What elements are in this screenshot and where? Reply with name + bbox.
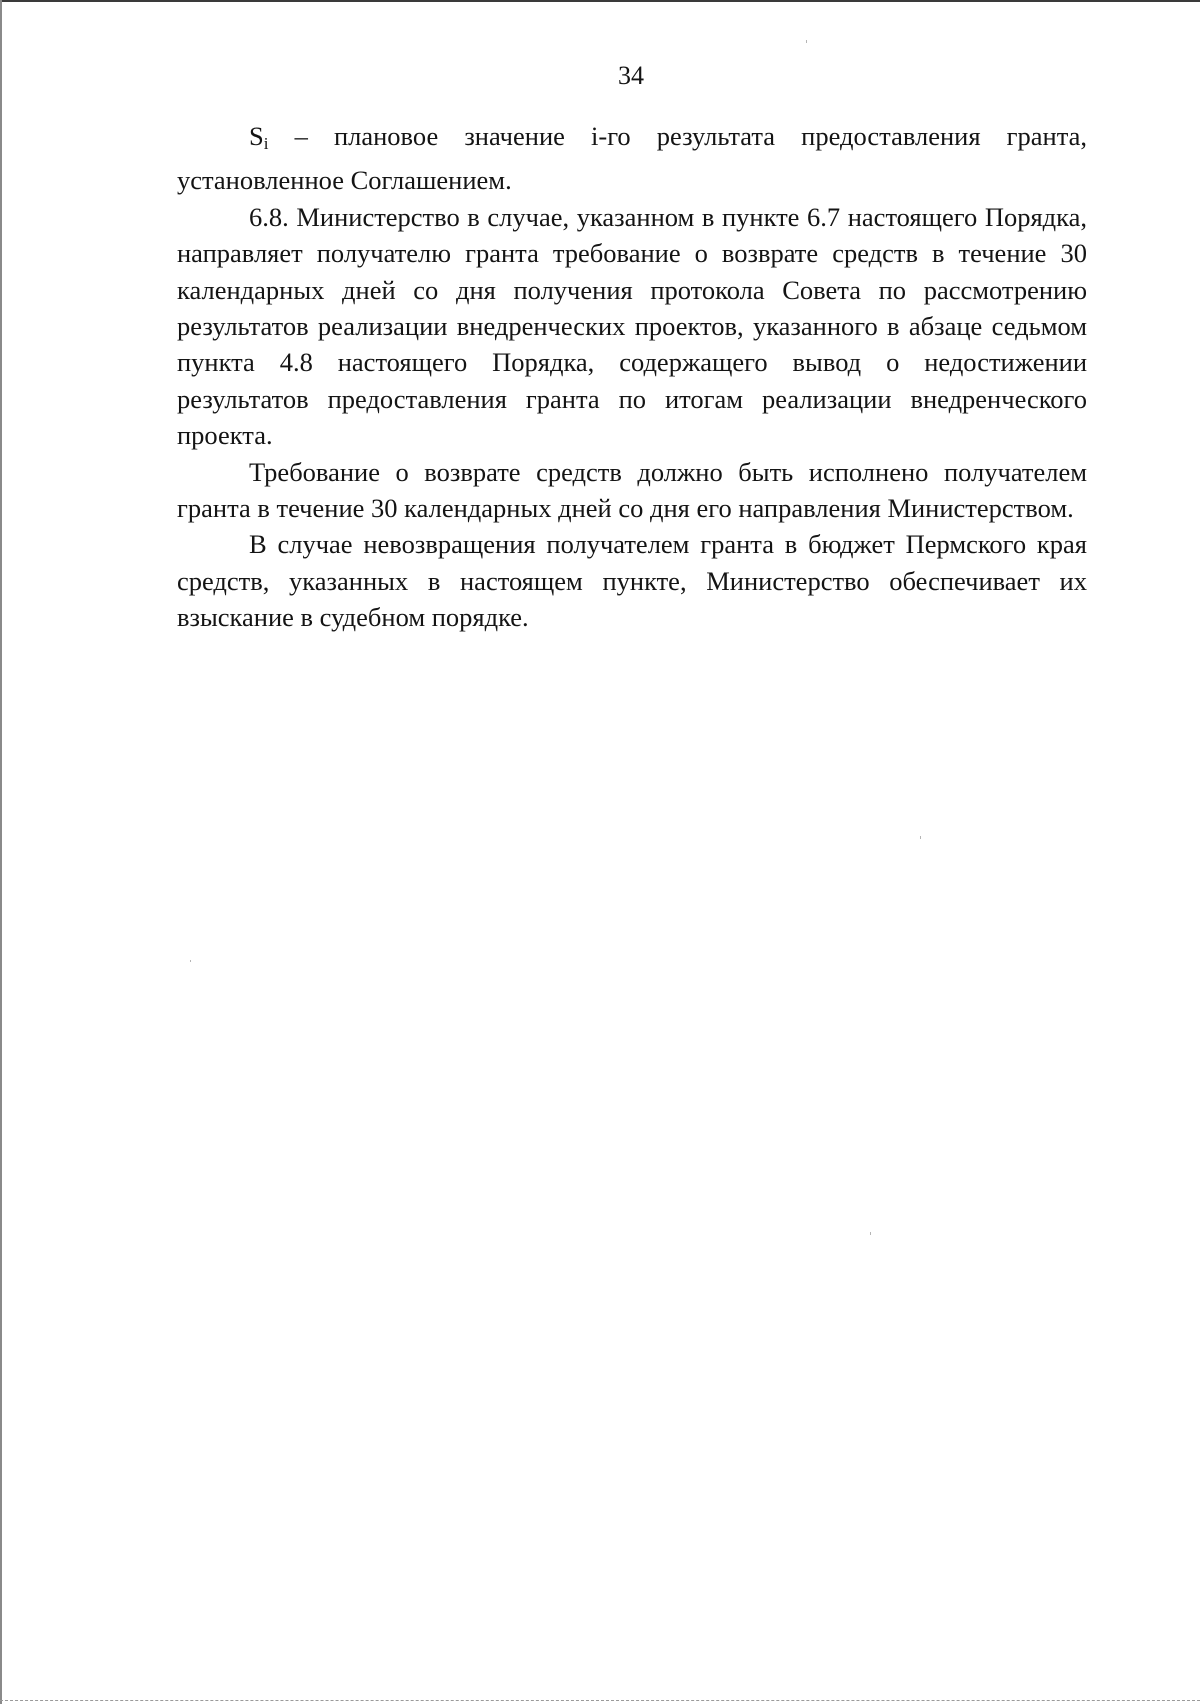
- scan-speck: [806, 40, 807, 43]
- scan-speck: [190, 960, 191, 962]
- scan-edge-left: [0, 0, 2, 1704]
- symbol-subscript: i: [263, 134, 269, 153]
- page-number: 34: [618, 61, 644, 90]
- symbol-base: S: [249, 121, 264, 151]
- paragraph-formula-definition: [177, 118, 1087, 199]
- paragraph-text: – плановое значение i-го результата предоставления гранта, установленное Соглашением.: [177, 121, 1087, 196]
- scan-speck: [870, 1232, 871, 1235]
- paragraph-non-return: В случае невозвращения получателем гранта в бюджет Пермского края средств, указанных в настоящем пункте, Министерство обеспечивает их взыскание в судебном порядке.: [177, 529, 1087, 633]
- paragraph-return-requirement: Требование о возврате средств должно быть исполнено получателем гранта в течение 30 календарных дней со дня его направления Министерством.: [177, 456, 1087, 524]
- scan-edge-bottom: [0, 1700, 1200, 1702]
- paragraph-6-8: 6.8. Министерство в случае, указанном в пункте 6.7 настоящего Порядка, направляет получателю гранта требование о возврате средств в течение 30 календарных дней со дня получения протокола Совета по рассмотрению результатов реализации внедренческих проектов, указанного в абзаце седьмом пункта 4.8 настоящего Порядка, содержащего вывод о недостижении результатов предоставления гранта по итогам реализации внедренческого проекта.: [177, 201, 1087, 451]
- document-body: [177, 118, 1087, 636]
- scan-speck: [920, 836, 921, 839]
- scan-edge-top: [0, 0, 1200, 2]
